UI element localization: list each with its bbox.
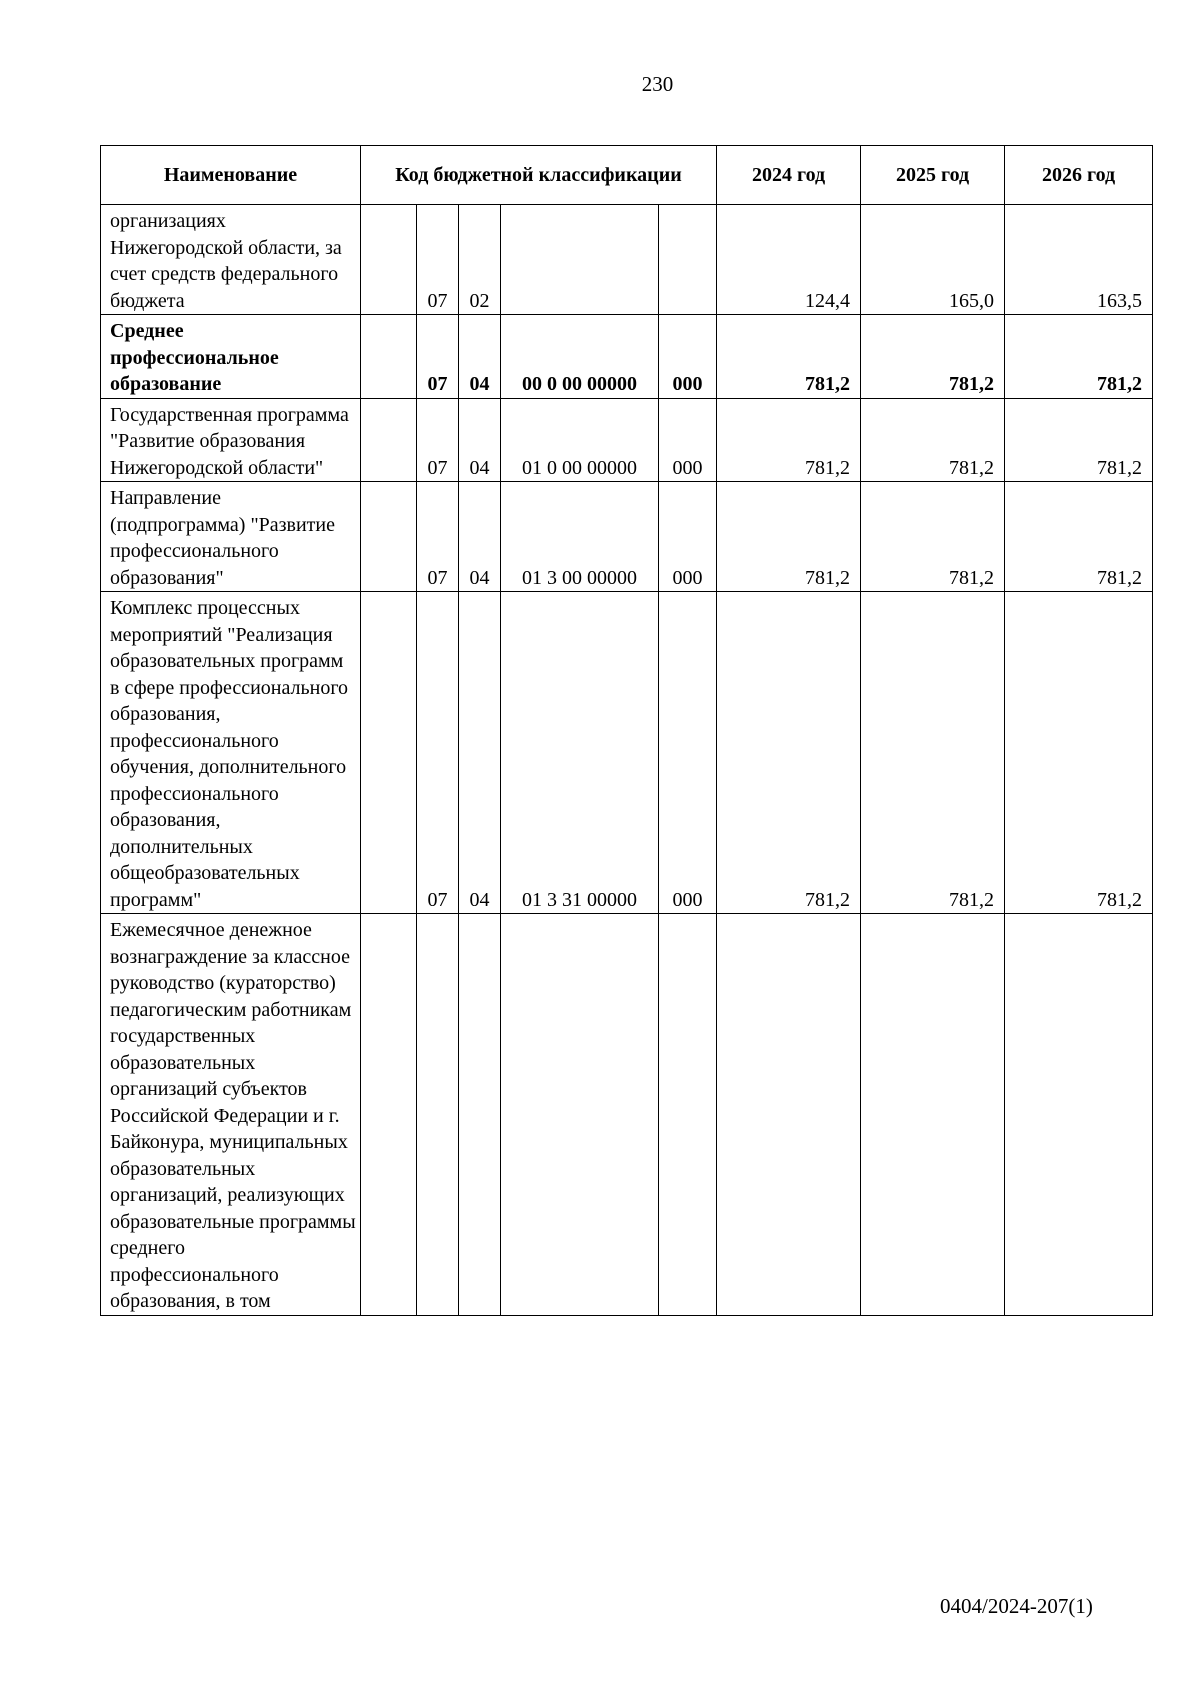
header-name: Наименование — [101, 146, 361, 205]
table-header-row — [101, 146, 1153, 205]
row-section: 07 — [417, 482, 459, 592]
row-name: Комплекс процессных мероприятий "Реализация образовательных программ в сфере профессионального образования, профессионального обучения, дополнительного профессионального образования, дополнительных общеобразовательных программ" — [101, 592, 361, 914]
row-name: Среднее профессиональное образование — [101, 315, 361, 399]
row-expense — [659, 914, 717, 1316]
row-target — [501, 914, 659, 1316]
row-2026: 163,5 — [1005, 205, 1153, 315]
row-2025: 781,2 — [861, 315, 1005, 399]
row-section: 07 — [417, 592, 459, 914]
row-expense: 000 — [659, 315, 717, 399]
row-blank — [361, 398, 417, 482]
row-2025: 165,0 — [861, 205, 1005, 315]
row-name: Государственная программа "Развитие образования Нижегородской области" — [101, 398, 361, 482]
row-2024: 781,2 — [717, 592, 861, 914]
table-row — [101, 205, 1153, 315]
row-name: Ежемесячное денежное вознаграждение за классное руководство (кураторство) педагогическим работникам государственных образовательных организаций субъектов Российской Федерации и г. Байконура, муниципальных образовательных организаций, реализующих образовательные программы среднего профессионального образования, в том — [101, 914, 361, 1316]
row-target: 01 0 00 00000 — [501, 398, 659, 482]
row-2024 — [717, 914, 861, 1316]
table-row — [101, 914, 1153, 1316]
row-blank — [361, 914, 417, 1316]
row-target — [501, 205, 659, 315]
header-code: Код бюджетной классификации — [361, 146, 717, 205]
row-2024: 781,2 — [717, 398, 861, 482]
row-2025 — [861, 914, 1005, 1316]
document-id: 0404/2024-207(1) — [940, 1594, 1093, 1618]
header-2026: 2026 год — [1005, 146, 1153, 205]
row-expense: 000 — [659, 592, 717, 914]
table-row — [101, 398, 1153, 482]
row-blank — [361, 205, 417, 315]
row-target: 00 0 00 00000 — [501, 315, 659, 399]
row-section: 07 — [417, 205, 459, 315]
row-subsection — [459, 914, 501, 1316]
row-subsection: 04 — [459, 592, 501, 914]
row-2026: 781,2 — [1005, 315, 1153, 399]
row-section — [417, 914, 459, 1316]
row-section: 07 — [417, 315, 459, 399]
row-name: Направление (подпрограмма) "Развитие профессионального образования" — [101, 482, 361, 592]
row-blank — [361, 592, 417, 914]
row-2026: 781,2 — [1005, 398, 1153, 482]
row-expense: 000 — [659, 398, 717, 482]
row-target: 01 3 31 00000 — [501, 592, 659, 914]
row-2025: 781,2 — [861, 482, 1005, 592]
table-row — [101, 592, 1153, 914]
row-2024: 124,4 — [717, 205, 861, 315]
row-2025: 781,2 — [861, 398, 1005, 482]
header-2024: 2024 год — [717, 146, 861, 205]
row-2025: 781,2 — [861, 592, 1005, 914]
row-blank — [361, 482, 417, 592]
row-subsection: 04 — [459, 315, 501, 399]
row-expense: 000 — [659, 482, 717, 592]
row-2026 — [1005, 914, 1153, 1316]
table-row — [101, 315, 1153, 399]
row-section: 07 — [417, 398, 459, 482]
row-2024: 781,2 — [717, 315, 861, 399]
page-number: 230 — [641, 72, 674, 96]
row-expense — [659, 205, 717, 315]
budget-table — [100, 145, 1153, 1316]
row-subsection: 04 — [459, 482, 501, 592]
row-name: организациях Нижегородской области, за счет средств федерального бюджета — [101, 205, 361, 315]
table-row — [101, 482, 1153, 592]
row-target: 01 3 00 00000 — [501, 482, 659, 592]
row-2026: 781,2 — [1005, 482, 1153, 592]
row-subsection: 04 — [459, 398, 501, 482]
row-subsection: 02 — [459, 205, 501, 315]
row-2024: 781,2 — [717, 482, 861, 592]
row-2026: 781,2 — [1005, 592, 1153, 914]
row-blank — [361, 315, 417, 399]
header-2025: 2025 год — [861, 146, 1005, 205]
